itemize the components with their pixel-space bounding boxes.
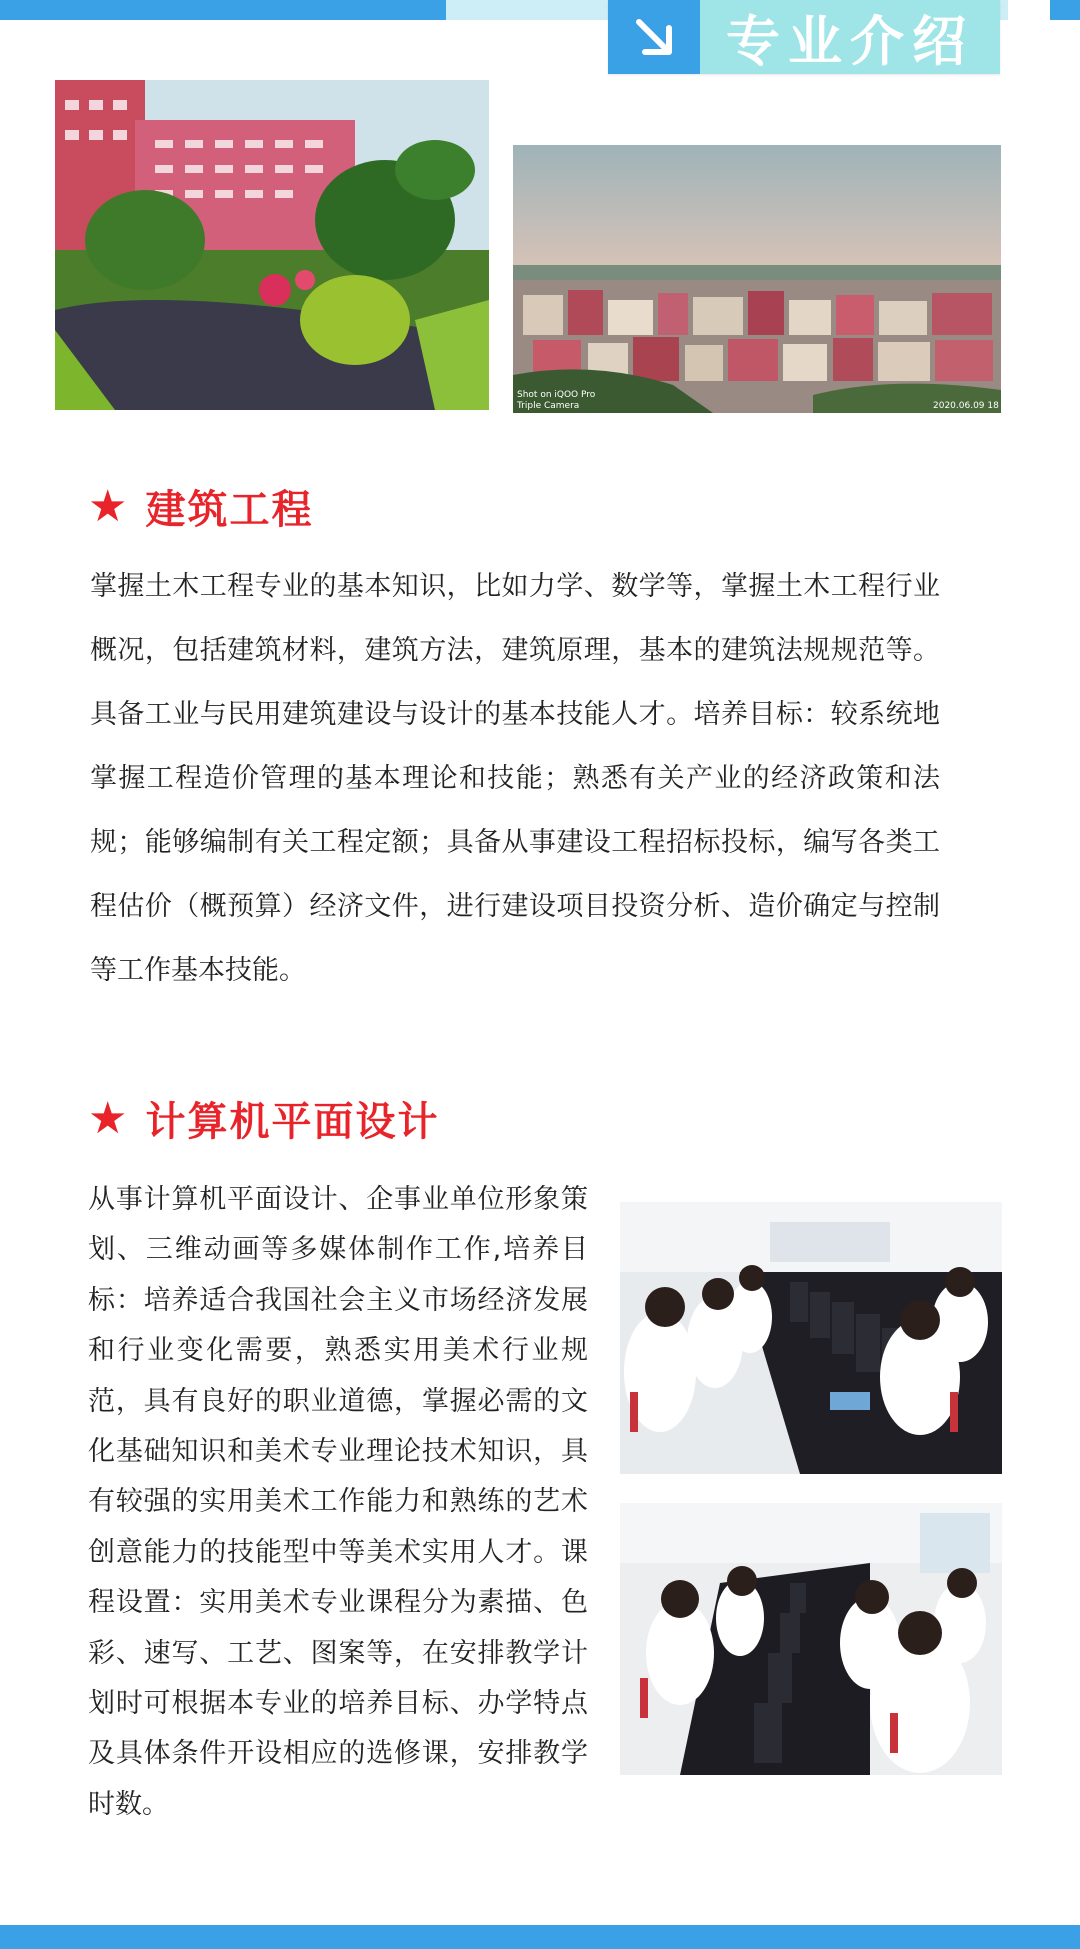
section-title-graphic-design <box>88 1090 439 1147</box>
star-icon: ★ <box>88 481 130 532</box>
town-view-photo <box>513 145 1001 413</box>
page-title: 专业介绍 <box>700 0 1000 74</box>
star-icon: ★ <box>88 1093 130 1144</box>
civil-engineering-description: 掌握土木工程专业的基本知识，比如力学、数学等，掌握土木工程行业概况，包括建筑材料，建筑方法，建筑原理，基本的建筑法规规范等。具备工业与民用建筑建设与设计的基本技能人才。培养目标：较系统地掌握工程造价管理的基本理论和技能；熟悉有关产业的经济政策和法规；能够编制有关工程定额；具备从事建设工程招标投标，编写各类工程估价（概预算）经济文件，进行建设项目投资分析、造价确定与控制等工作基本技能。 <box>90 571 940 986</box>
computer-lab-photo-1 <box>620 1202 1002 1474</box>
header-badge <box>608 0 1000 74</box>
arrow-down-right-icon <box>608 0 700 74</box>
section-title-text: 计算机平面设计 <box>145 1099 440 1145</box>
top-bar-left <box>0 0 446 20</box>
photo-timestamp: 2020.06.09 18 <box>933 401 999 411</box>
bottom-bar <box>0 1925 1080 1949</box>
camera-caption-line2: Triple Camera <box>517 401 580 411</box>
graphic-design-description: 从事计算机平面设计、企事业单位形象策划、三维动画等多媒体制作工作,培养目标：培养适合我国社会主义市场经济发展和行业变化需要，熟悉实用美术行业规范，具有良好的职业道德，掌握必需的文化基础知识和美术专业理论技术知识，具有较强的实用美术工作能力和熟练的艺术创意能力的技能型中等美术实用人才。课程设置：实用美术专业课程分为素描、色彩、速写、工艺、图案等，在安排教学计划时可根据本专业的培养目标、办学特点及具体条件开设相应的选修课，安排教学时数。 <box>88 1184 588 1820</box>
camera-caption-line1: Shot on iQOO Pro <box>517 390 596 400</box>
campus-garden-photo <box>55 80 489 410</box>
computer-lab-photo-2 <box>620 1503 1002 1775</box>
top-bar-right <box>1050 0 1080 20</box>
section-title-civil-engineering <box>88 478 313 535</box>
section-title-text: 建筑工程 <box>145 487 314 533</box>
